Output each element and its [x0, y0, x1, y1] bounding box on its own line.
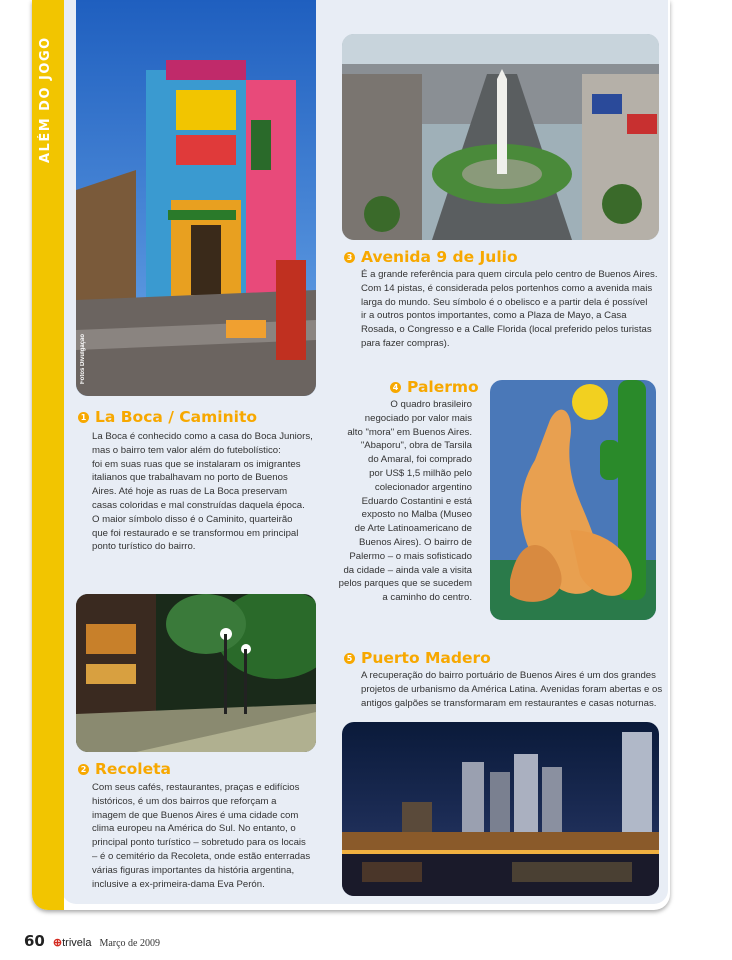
text-line: – é o cemitério da Recoleta, onde estão enterradas	[92, 850, 311, 862]
text-line: colecionador argentino	[374, 481, 472, 493]
text-line: Com seus cafés, restaurantes, praças e edifícios	[92, 782, 300, 793]
text-line: principal ponto turístico – sobretudo para os locais	[92, 837, 306, 849]
photo-credit: Fotos Divulgação	[80, 333, 86, 384]
issue-date: Março de 2009	[99, 938, 160, 949]
text-line: casas coloridas e mal construídas daquela época.	[92, 499, 305, 511]
text-line: Palermo – o mais sofisticado	[349, 550, 472, 562]
text-line: que foi restaurado e se transformou em principal	[92, 527, 299, 539]
text-line: pelos parques que se sucedem	[338, 578, 472, 590]
puerto-madero-heading	[344, 649, 491, 667]
text-line: O maior símbolo disso é o Caminito, quarteirão	[92, 513, 293, 525]
text-line: antigos galpões se transformaram em restaurantes e casas noturnas.	[361, 697, 657, 709]
recoleta-title: Recoleta	[95, 760, 171, 778]
text-line: do Amaral, foi comprado	[368, 454, 472, 466]
page-footer	[24, 932, 160, 952]
text-line: É a grande referência para quem circula pelo centro de Buenos Aires.	[361, 269, 658, 280]
text-line: "Abaporu", obra de Tarsila	[360, 440, 472, 452]
number-badge: 5	[344, 653, 355, 664]
number-badge: 2	[78, 764, 89, 775]
puerto-madero-text	[361, 669, 665, 710]
text-line: inclusive a ex-primeira-dama Eva Perón.	[92, 878, 265, 890]
text-line: imagem de que Buenos Aires é uma cidade com	[92, 809, 299, 821]
text-line: Com 14 pistas, é considerada pelos portenhos como a avenida mais	[361, 282, 653, 294]
text-line: várias figuras importantes da história argentina,	[92, 864, 295, 876]
number-badge: 1	[78, 412, 89, 423]
text-line: para fazer compras).	[361, 337, 450, 349]
avenida-title: Avenida 9 de Julio	[361, 248, 518, 266]
text-line: larga do mundo. Seu símbolo é o obelisco e a partir dela é possível	[361, 296, 648, 308]
avenida-heading	[344, 248, 518, 266]
text-line: de Arte Latinoamericano de	[354, 523, 472, 535]
brand-name: trivela	[62, 937, 92, 949]
la-boca-photo	[76, 0, 316, 396]
avenida-text	[361, 268, 665, 351]
text-line: italianos que trabalhavam no porto de Buenos	[92, 472, 288, 484]
la-boca-heading	[78, 408, 257, 426]
brand-logo	[53, 936, 92, 949]
text-line: foi em suas ruas que se instalaram os imigrantes	[92, 458, 301, 470]
abaporu-painting	[490, 380, 656, 620]
text-line: A recuperação do bairro portuário de Buenos Aires é um dos grandes	[361, 670, 656, 681]
text-line: por US$ 1,5 milhão pelo	[369, 467, 472, 479]
number-badge: 4	[390, 382, 401, 393]
text-line: alto "mora" em Buenos Aires.	[347, 426, 472, 438]
text-line: O quadro brasileiro	[390, 399, 472, 410]
puerto-madero-title: Puerto Madero	[361, 649, 491, 667]
palermo-title: Palermo	[407, 378, 479, 396]
recoleta-photo	[76, 594, 316, 752]
palermo-heading	[390, 378, 479, 396]
trivela-logo-icon: ⊕	[52, 937, 63, 949]
text-line: negociado por valor mais	[364, 412, 472, 424]
recoleta-text	[92, 781, 324, 891]
avenida-9-de-julio-photo	[342, 34, 659, 240]
palermo-text	[330, 398, 472, 605]
text-line: exposto no Malba (Museo	[361, 509, 472, 521]
text-line: Eduardo Costantini e está	[361, 495, 472, 507]
page-number: 60	[24, 932, 45, 950]
text-line: Buenos Aires). O bairro de	[358, 536, 472, 548]
la-boca-title: La Boca / Caminito	[95, 408, 258, 426]
text-line: projetos de urbanismo da América Latina. Avenidas foram abertas e os	[361, 683, 663, 695]
text-line: da cidade – ainda vale a visita	[343, 564, 472, 576]
recoleta-heading	[78, 760, 171, 778]
text-line: ponto turístico do bairro.	[92, 541, 196, 553]
text-line: clima europeu na América do Sul. No entanto, o	[92, 823, 296, 835]
la-boca-text	[92, 430, 324, 554]
text-line: La Boca é conhecido como a casa do Boca Juniors,	[92, 431, 313, 442]
section-label: ALÉM DO JOGO	[38, 36, 53, 163]
puerto-madero-photo	[342, 722, 659, 896]
number-badge: 3	[344, 252, 355, 263]
text-line: Aires. Até hoje as ruas de La Boca preservam	[92, 486, 288, 498]
text-line: a caminho do centro.	[382, 592, 472, 604]
text-line: Rosada, o Congresso e a Calle Florida (local preferido pelos turistas	[361, 324, 652, 336]
text-line: históricos, é um dos bairros que reforçam a	[92, 795, 277, 807]
text-line: ir a outros pontos importantes, como a Plaza de Mayo, a Casa	[361, 310, 627, 322]
text-line: mas o bairro tem valor além do futebolístico:	[92, 444, 281, 456]
